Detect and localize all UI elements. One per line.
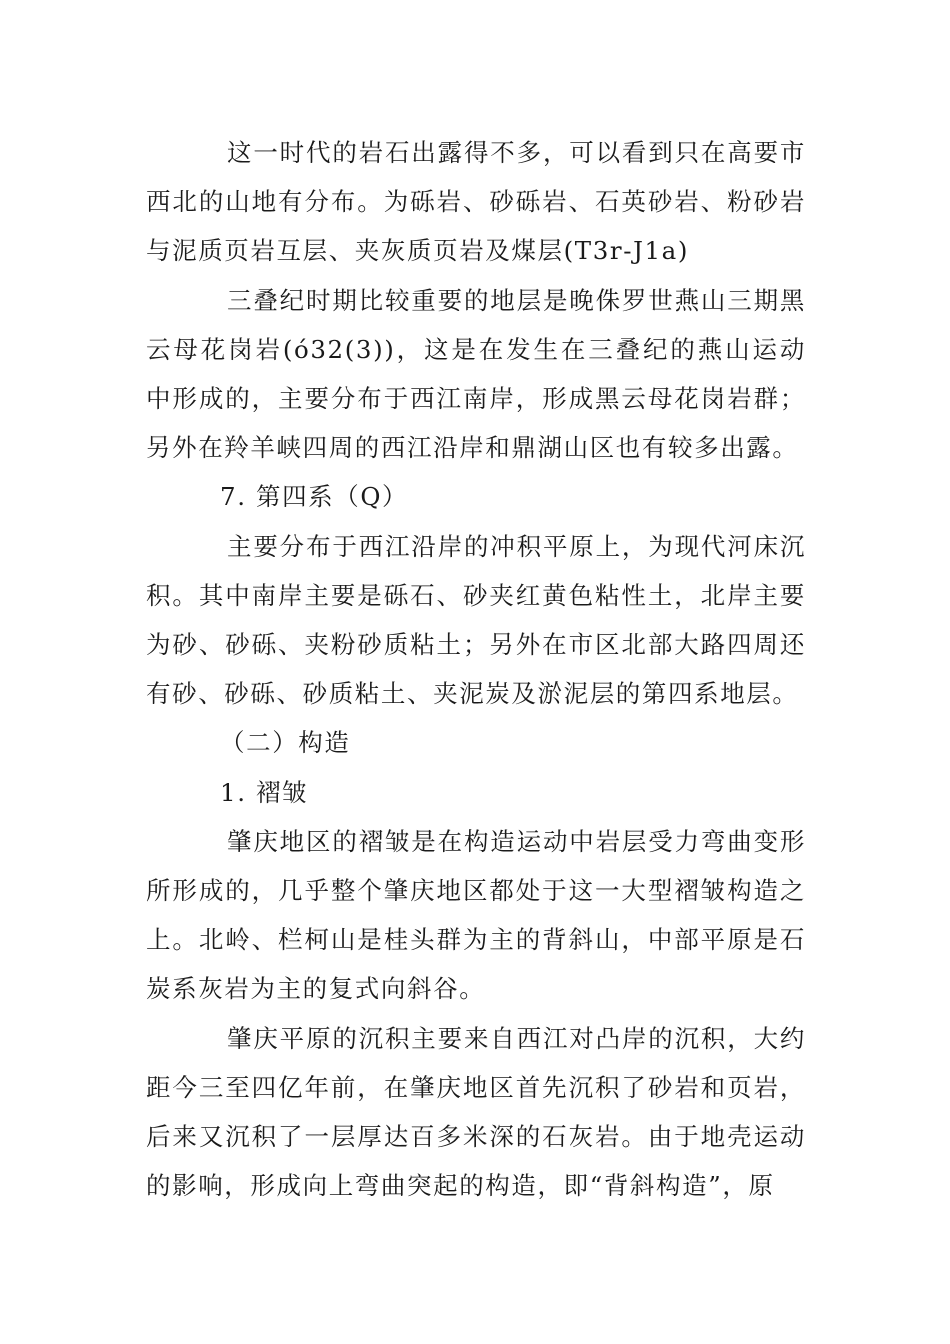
heading-quaternary: 7. 第四系（Q） <box>220 482 409 512</box>
paragraph-quaternary: 主要分布于西江沿岸的冲积平原上，为现代河床沉积。其中南岸主要是砾石、砂夹红黄色粘性土，北岸主要为砂、砂砾、夹粉砂质粘土；另外在市区北部大路四周还有砂、砂砾、砂质粘土、夹泥炭及淤泥层的第四系地层。 <box>146 531 806 709</box>
heading-folds: 1. 褶皱 <box>220 777 309 807</box>
paragraph-plain-sediment: 肇庆平原的沉积主要来自西江对凸岸的沉积，大约距今三至四亿年前，在肇庆地区首先沉积了砂岩和页岩，后来又沉积了一层厚达百多米深的石灰岩。由于地壳运动的影响，形成向上弯曲突起的构造，即“背斜构造”，原 <box>146 1023 806 1201</box>
paragraph-jurassic-rocks: 这一时代的岩石出露得不多，可以看到只在高要市西北的山地有分布。为砾岩、砂砾岩、石英砂岩、粉砂岩与泥质页岩互层、夹灰质页岩及煤层(T3r-J1a) <box>146 138 806 266</box>
heading-structure: （二）构造 <box>220 728 351 758</box>
paragraph-granite: 三叠纪时期比较重要的地层是晚侏罗世燕山三期黑云母花岗岩(ό32(3))，这是在发生在三叠纪的燕山运动中形成的，主要分布于西江南岸，形成黑云母花岗岩群；另外在羚羊峡四周的西江沿岸和鼎湖山区也有较多出露。 <box>146 285 806 463</box>
paragraph-folds: 肇庆地区的褶皱是在构造运动中岩层受力弯曲变形所形成的，几乎整个肇庆地区都处于这一大型褶皱构造之上。北岭、栏柯山是桂头群为主的背斜山，中部平原是石炭系灰岩为主的复式向斜谷。 <box>146 826 806 1004</box>
document-body <box>146 128 806 1210</box>
